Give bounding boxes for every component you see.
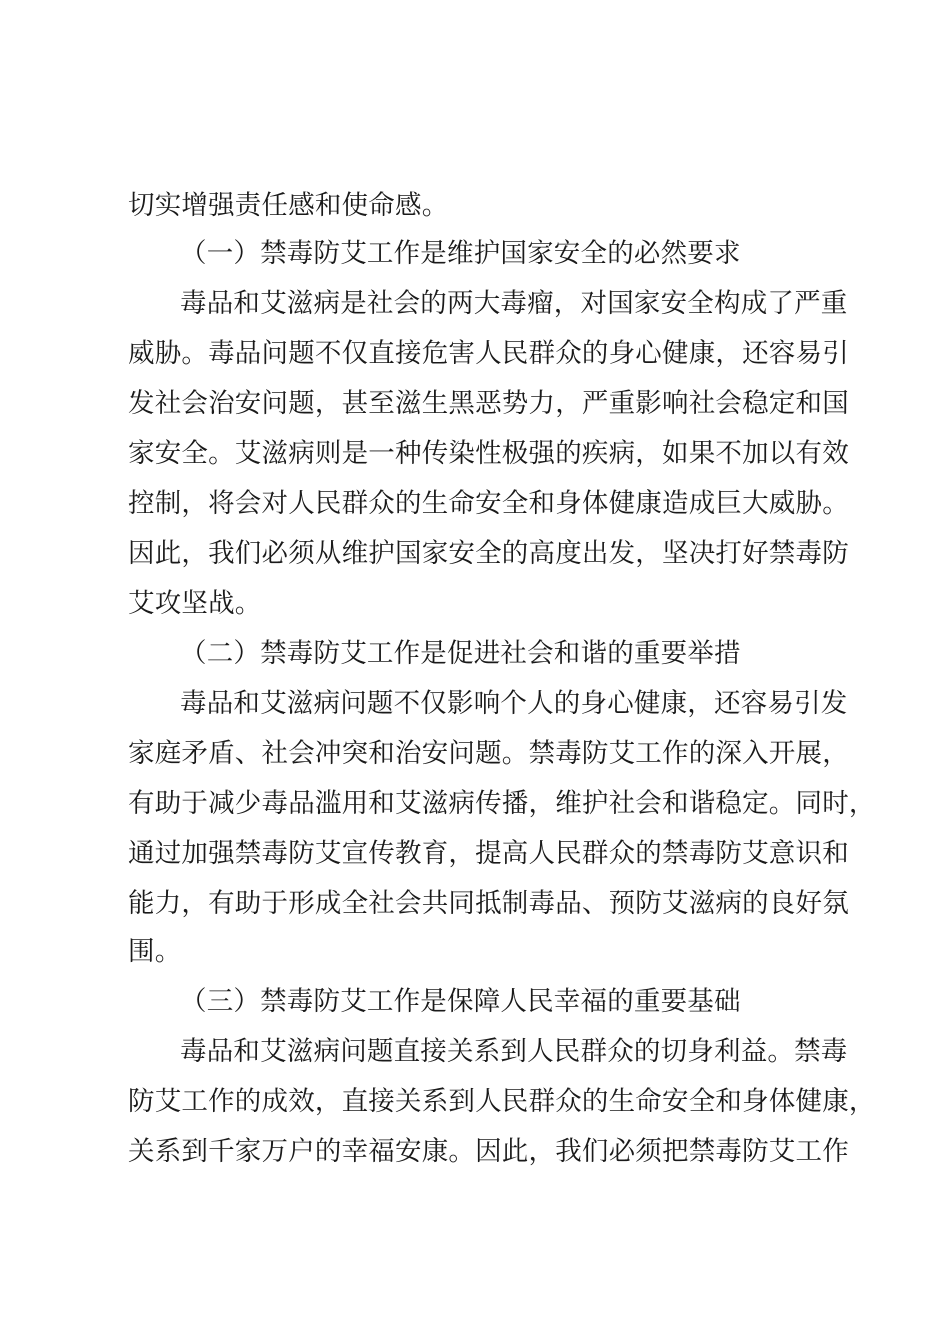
paragraph-line: 因此，我们必须从维护国家安全的高度出发，坚决打好禁毒防 — [128, 538, 849, 569]
section-heading-3: （三）禁毒防艾工作是保障人民幸福的重要基础 — [180, 986, 741, 1017]
paragraph-line: 毒品和艾滋病问题不仅影响个人的身心健康，还容易引发 — [180, 688, 848, 719]
paragraph-line: 关系到千家万户的幸福安康。因此，我们必须把禁毒防艾工作 — [128, 1136, 849, 1167]
paragraph-line: 控制，将会对人民群众的生命安全和身体健康造成巨大威胁。 — [128, 488, 849, 519]
paragraph-line: 切实增强责任感和使命感。 — [128, 190, 449, 221]
paragraph-line: 家庭矛盾、社会冲突和治安问题。禁毒防艾工作的深入开展， — [128, 738, 849, 769]
paragraph-line: 有助于减少毒品滥用和艾滋病传播，维护社会和谐稳定。同时， — [128, 788, 876, 819]
paragraph-line: 家安全。艾滋病则是一种传染性极强的疾病，如果不加以有效 — [128, 438, 849, 469]
paragraph-line: 发社会治安问题，甚至滋生黑恶势力，严重影响社会稳定和国 — [128, 388, 849, 419]
paragraph-line: 毒品和艾滋病是社会的两大毒瘤，对国家安全构成了严重 — [180, 288, 848, 319]
paragraph-line: 能力，有助于形成全社会共同抵制毒品、预防艾滋病的良好氛 — [128, 888, 849, 919]
paragraph-line: 艾攻坚战。 — [128, 588, 262, 619]
paragraph-line: 通过加强禁毒防艾宣传教育，提高人民群众的禁毒防艾意识和 — [128, 838, 849, 869]
paragraph-line: 毒品和艾滋病问题直接关系到人民群众的切身利益。禁毒 — [180, 1036, 848, 1067]
paragraph-line: 威胁。毒品问题不仅直接危害人民群众的身心健康，还容易引 — [128, 338, 849, 369]
section-heading-2: （二）禁毒防艾工作是促进社会和谐的重要举措 — [180, 638, 741, 669]
paragraph-line: 围。 — [128, 936, 182, 967]
paragraph-line: 防艾工作的成效，直接关系到人民群众的生命安全和身体健康， — [128, 1086, 876, 1117]
section-heading-1: （一）禁毒防艾工作是维护国家安全的必然要求 — [180, 238, 741, 269]
